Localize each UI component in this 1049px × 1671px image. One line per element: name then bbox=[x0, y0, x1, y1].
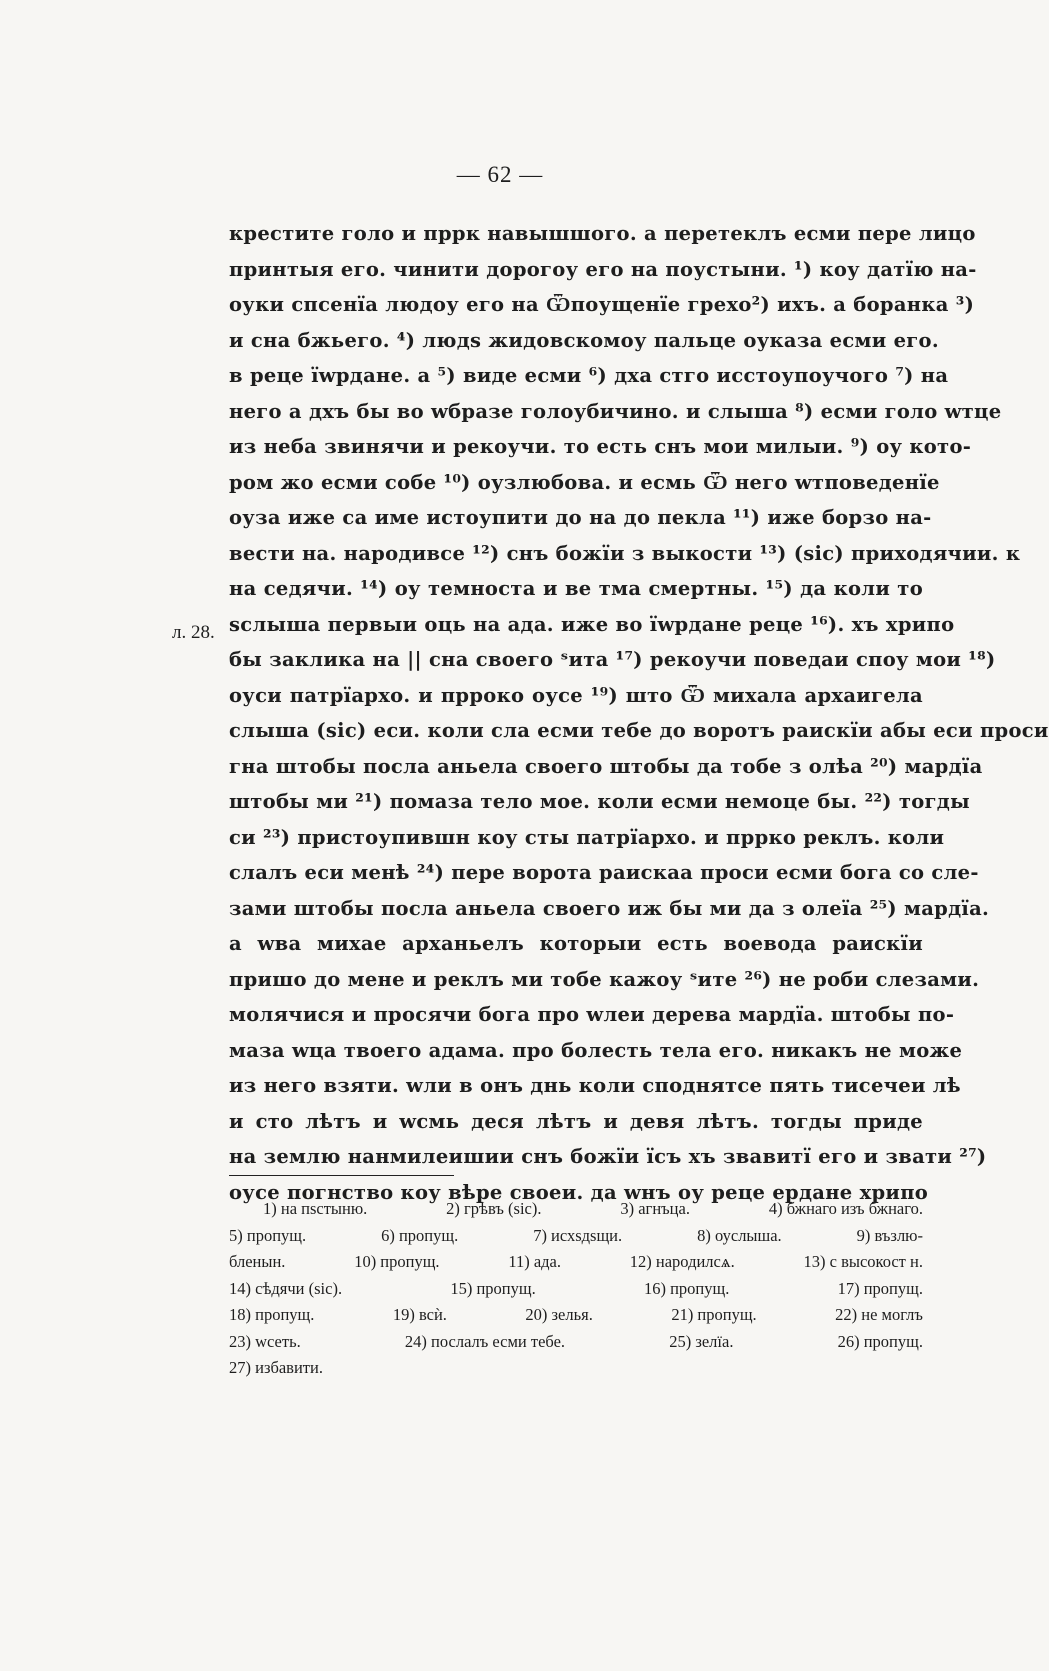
text-line: маза wца твоего адама. про болесть тела его. никакъ не може bbox=[229, 1038, 963, 1062]
main-text-block bbox=[229, 216, 1049, 1210]
footnote-row bbox=[229, 1196, 923, 1223]
text-line: крестите голо и пррк навышшого. а перетеклъ есми пере лицо bbox=[229, 222, 976, 245]
text-line: в реце їwрдане. а ⁵) виде есми ⁶) дха стго исстоупоучого ⁷) на bbox=[229, 364, 949, 387]
footnote: бленын. bbox=[229, 1252, 286, 1271]
footnote: 6) пропущ. bbox=[381, 1225, 459, 1245]
footnote: 12) народилсѧ. bbox=[629, 1252, 735, 1271]
text-line: оусе погнство коу вѣре своеи. да wнъ оу реце ердане хрипо bbox=[229, 1180, 929, 1204]
text-line: ѕслыша первыи оць на ада. иже во їwрдане реце ¹⁶). хъ хрипо bbox=[229, 612, 955, 636]
text-line: слыша (sic) еси. коли сла есми тебе до воротъ раискїи абы еси проси bbox=[229, 719, 1049, 742]
page-number: — 62 — bbox=[456, 162, 544, 187]
text-line: штобы ми ²¹) помаза тело мое. коли есми немоце бы. ²²) тогды bbox=[229, 790, 970, 813]
footnote: 8) оуслыша. bbox=[697, 1225, 782, 1245]
text-line: слалъ еси менѣ ²⁴) пере ворота раискаа проси есми бога со сле- bbox=[229, 861, 979, 884]
footnote: 7) исхѕдѕщи. bbox=[533, 1225, 623, 1245]
footnote-row bbox=[229, 1249, 923, 1276]
footnote: 2) грѣвъ (sic). bbox=[446, 1199, 542, 1218]
footnote-divider bbox=[229, 1175, 454, 1176]
text-line: гна штобы посла аньела своего штобы да тобе з олѣа ²⁰) мардїа bbox=[229, 754, 983, 778]
footnote: 15) пропущ. bbox=[450, 1278, 536, 1298]
footnote: 5) пропущ. bbox=[229, 1225, 307, 1245]
footnote: 17) пропущ. bbox=[837, 1278, 923, 1298]
text-line: оуки спсенїа людоу его на Ѿпоущенїе грехо²) ихъ. а боранка ³) bbox=[229, 293, 975, 316]
text-line: ром жо есми собе ¹⁰) оузлюбова. и есмь Ѿ него wтповеденїе bbox=[229, 470, 940, 494]
text-line: молячися и просячи бога про wлеи дерева мардїа. штобы по- bbox=[229, 1003, 955, 1026]
text-line: вести на. народивсе ¹²) снъ божїи з выкости ¹³) (sic) приходячии. к bbox=[229, 541, 1021, 565]
text-line: и сто лѣтъ и wсмь деся лѣтъ и девя лѣтъ. тогды приде bbox=[229, 1109, 923, 1133]
text-line: оуза иже са име истоупити до на до пекла ¹¹) иже борзо на- bbox=[229, 506, 932, 529]
footnote: 23) wсеть. bbox=[229, 1331, 301, 1351]
footnote: 19) всѝ. bbox=[392, 1305, 447, 1324]
footnote: 14) сѣдячи (sic). bbox=[229, 1278, 343, 1298]
text-line: оуси патрїархо. и пррокo оусе ¹⁹) што Ѿ михала архаигела bbox=[229, 683, 923, 707]
footnote: 16) пропущ. bbox=[643, 1278, 730, 1298]
footnote: 11) ада. bbox=[508, 1252, 562, 1271]
text-line: пришо до мене и реклъ ми тобе кажоу ˢите ²⁶) не роби слезами. bbox=[229, 967, 980, 991]
footnote: 25) зелїа. bbox=[669, 1331, 734, 1351]
text-line: зами штобы посла аньела своего иж бы ми да з олеїа ²⁵) мардїа. bbox=[229, 896, 990, 920]
text-line: а wва михае арханьелъ которыи есть воевода раискїи bbox=[229, 932, 923, 955]
footnote-row bbox=[229, 1329, 923, 1356]
footnote: 9) възлю- bbox=[856, 1225, 923, 1245]
footnote: 22) не моглъ bbox=[835, 1305, 923, 1324]
footnote: 27) избавити. bbox=[229, 1358, 323, 1377]
footnote: 21) пропущ. bbox=[671, 1305, 757, 1324]
footnote: 3) агнъца. bbox=[620, 1199, 690, 1218]
text-line: него а дхъ бы во wбразе голоубичино. и слыша ⁸) есми голо wтце bbox=[229, 399, 1002, 423]
footnote-row bbox=[229, 1223, 923, 1250]
footnote-row bbox=[229, 1276, 923, 1303]
footnote: 20) зелья. bbox=[525, 1305, 593, 1324]
text-line: из неба звинячи и рекоучи. то есть снъ мои милыи. ⁹) оу кото- bbox=[229, 435, 972, 458]
text-line: бы заклика на || сна своего ˢита ¹⁷) рекоучи поведаи споу мои ¹⁸) bbox=[229, 648, 996, 671]
footnote: 13) с высокост н. bbox=[803, 1252, 923, 1271]
footnote: 1) на пѕстыню. bbox=[263, 1199, 368, 1218]
text-line: принтыя его. чинити дорогоу его на поустыни. ¹) коу датїю на- bbox=[229, 257, 977, 281]
text-line: на седячи. ¹⁴) оу темноста и ве тма смертны. ¹⁵) да коли то bbox=[229, 577, 923, 600]
footnote: 26) пропущ. bbox=[837, 1331, 923, 1351]
text-line: из него взяти. wли в онъ днь коли споднятсе пять тисечеи лѣ bbox=[229, 1074, 961, 1097]
footnote-row bbox=[229, 1355, 923, 1382]
footnote: 4) бжнаго изъ бжнаго. bbox=[768, 1199, 923, 1218]
footnote: 24) послалъ есми тебе. bbox=[404, 1331, 566, 1351]
footnote-row bbox=[229, 1302, 923, 1329]
text-line: и сна бжьего. ⁴) людѕ жидовскомоу пальце оуказа есми его. bbox=[229, 328, 939, 352]
margin-folio-note: л. 28. bbox=[172, 622, 215, 643]
footnote: 10) пропущ. bbox=[354, 1252, 440, 1271]
footnotes-block bbox=[229, 1196, 923, 1382]
text-line: си ²³) пристоупившн коу сты патрїархо. и пррко реклъ. коли bbox=[229, 825, 945, 849]
footnote: 18) пропущ. bbox=[229, 1305, 315, 1324]
text-line: на землю нанмилеишии снъ божїи їсъ хъ звавитї его и звати ²⁷) bbox=[229, 1145, 987, 1168]
